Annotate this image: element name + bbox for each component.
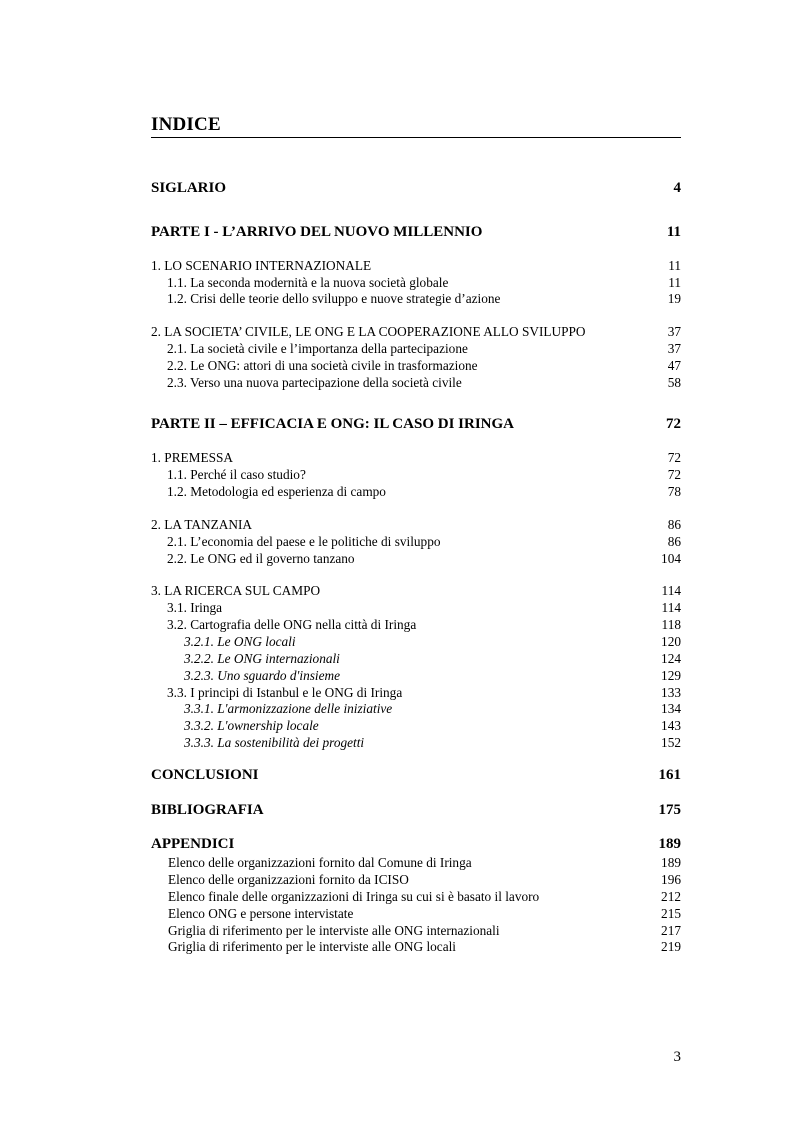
toc-entry-page: 152 xyxy=(661,735,681,750)
toc-entry-label: Elenco finale delle organizzazioni di Iringa su cui si è basato il lavoro xyxy=(168,889,540,904)
toc-entry-chapter[interactable] xyxy=(151,517,681,533)
toc-entry-conclusioni[interactable] xyxy=(151,767,681,784)
toc-entry-label: CONCLUSIONI xyxy=(151,767,259,783)
toc-entry-subsection[interactable] xyxy=(151,718,681,734)
toc-entry-label: 2.3. Verso una nuova partecipazione della società civile xyxy=(167,375,462,390)
toc-entry-page: 129 xyxy=(661,668,681,683)
toc-entry-label: Griglia di riferimento per le interviste alle ONG internazionali xyxy=(168,923,500,938)
toc-entry-label: 2. LA TANZANIA xyxy=(151,517,252,532)
toc-entry-label: 1. LO SCENARIO INTERNAZIONALE xyxy=(151,258,372,273)
toc-entry-section[interactable] xyxy=(151,467,681,483)
toc-entry-siglario[interactable] xyxy=(151,180,681,197)
toc-entry-page: 118 xyxy=(661,617,681,632)
toc-entry-label: BIBLIOGRAFIA xyxy=(151,802,264,818)
toc-entry-label: PARTE I - L’ARRIVO DEL NUOVO MILLENNIO xyxy=(151,224,483,240)
toc-entry-page: 37 xyxy=(667,324,681,339)
toc-entry-page: 114 xyxy=(661,600,681,615)
toc-entry-section[interactable] xyxy=(151,358,681,374)
toc-entry-page: 175 xyxy=(658,802,681,818)
toc-entry-label: 3.2. Cartografia delle ONG nella città di Iringa xyxy=(167,617,417,632)
toc-entry-page: 189 xyxy=(658,836,681,852)
toc-entry-section[interactable] xyxy=(151,685,681,701)
toc-entry-page: 114 xyxy=(661,583,681,598)
toc-entry-section[interactable] xyxy=(151,600,681,616)
toc-entry-page: 217 xyxy=(661,923,681,938)
toc-entry-page: 215 xyxy=(661,906,681,921)
toc-entry-page: 134 xyxy=(661,701,681,716)
toc-entry-page: 4 xyxy=(673,180,681,196)
toc-entry-label: 3.3.2. L'ownership locale xyxy=(184,718,319,733)
toc-entry-label: 3.1. Iringa xyxy=(167,600,223,615)
toc-entry-chapter[interactable] xyxy=(151,450,681,466)
toc-entry-subsection[interactable] xyxy=(151,735,681,751)
toc-entry-page: 143 xyxy=(661,718,681,733)
toc-entry-label: 2.2. Le ONG: attori di una società civile in trasformazione xyxy=(167,358,478,373)
toc-entry-section[interactable] xyxy=(151,275,681,291)
toc-entry-appendix-item[interactable] xyxy=(151,939,681,955)
toc-entry-page: 189 xyxy=(661,855,681,870)
toc-entry-label: Elenco delle organizzazioni fornito da ICISO xyxy=(168,872,409,887)
toc-entry-label: APPENDICI xyxy=(151,836,235,852)
toc-entry-page: 11 xyxy=(668,258,681,273)
page-number: 3 xyxy=(673,1049,681,1065)
toc-entry-appendici[interactable] xyxy=(151,836,681,853)
toc-entry-page: 11 xyxy=(668,275,681,290)
toc-entry-label: 3. LA RICERCA SUL CAMPO xyxy=(151,583,321,598)
toc-entry-page: 219 xyxy=(661,939,681,954)
toc-entry-chapter[interactable] xyxy=(151,583,681,599)
toc-entry-page: 72 xyxy=(667,450,681,465)
toc-entry-section[interactable] xyxy=(151,291,681,307)
toc-entry-label: 1. PREMESSA xyxy=(151,450,234,465)
toc-entry-parte-2[interactable] xyxy=(151,416,681,433)
toc-entry-label: 2. LA SOCIETA’ CIVILE, LE ONG E LA COOPERAZIONE ALLO SVILUPPO xyxy=(151,324,586,339)
toc-entry-bibliografia[interactable] xyxy=(151,802,681,819)
toc-entry-page: 37 xyxy=(667,341,681,356)
toc-entry-page: 72 xyxy=(667,467,681,482)
toc-entry-page: 11 xyxy=(666,224,681,240)
toc-entry-page: 78 xyxy=(667,484,681,499)
toc-entry-label: SIGLARIO xyxy=(151,180,227,196)
toc-entry-section[interactable] xyxy=(151,375,681,391)
toc-entry-page: 86 xyxy=(667,517,681,532)
toc-entry-label: 1.2. Crisi delle teorie dello sviluppo e nuove strategie d’azione xyxy=(167,291,501,306)
toc-entry-page: 161 xyxy=(658,767,681,783)
toc-entry-label: 2.1. L’economia del paese e le politiche di sviluppo xyxy=(167,534,441,549)
toc-entry-subsection[interactable] xyxy=(151,701,681,717)
toc-entry-chapter[interactable] xyxy=(151,258,681,274)
toc-entry-label: 3.3.1. L'armonizzazione delle iniziative xyxy=(184,701,393,716)
toc-entry-section[interactable] xyxy=(151,617,681,633)
toc-entry-label: 2.2. Le ONG ed il governo tanzano xyxy=(167,551,355,566)
toc-entry-label: 1.1. La seconda modernità e la nuova società globale xyxy=(167,275,449,290)
toc-entry-appendix-item[interactable] xyxy=(151,889,681,905)
toc-entry-page: 104 xyxy=(661,551,681,566)
toc-entry-page: 133 xyxy=(661,685,681,700)
toc-entry-appendix-item[interactable] xyxy=(151,855,681,871)
toc-entry-section[interactable] xyxy=(151,484,681,500)
toc-entry-section[interactable] xyxy=(151,341,681,357)
toc-entry-section[interactable] xyxy=(151,534,681,550)
toc-entry-label: Elenco delle organizzazioni fornito dal Comune di Iringa xyxy=(168,855,472,870)
toc-entry-subsection[interactable] xyxy=(151,651,681,667)
toc-entry-page: 58 xyxy=(667,375,681,390)
toc-entry-appendix-item[interactable] xyxy=(151,906,681,922)
toc-entry-label: 3.2.1. Le ONG locali xyxy=(184,634,296,649)
toc-entry-page: 212 xyxy=(661,889,681,904)
toc-entry-label: 1.1. Perché il caso studio? xyxy=(167,467,306,482)
toc-entry-page: 72 xyxy=(666,416,681,432)
toc-entry-appendix-item[interactable] xyxy=(151,872,681,888)
toc-entry-subsection[interactable] xyxy=(151,668,681,684)
toc-entry-label: 3.3.3. La sostenibilità dei progetti xyxy=(184,735,365,750)
toc-entry-label: 3.2.2. Le ONG internazionali xyxy=(184,651,340,666)
toc-entry-label: 2.1. La società civile e l’importanza della partecipazione xyxy=(167,341,468,356)
page-title: INDICE xyxy=(151,114,221,135)
toc-entry-parte-1[interactable] xyxy=(151,224,681,241)
title-divider xyxy=(151,137,681,138)
toc-entry-label: 1.2. Metodologia ed esperienza di campo xyxy=(167,484,386,499)
toc-entry-label: 3.3. I principi di Istanbul e le ONG di Iringa xyxy=(167,685,403,700)
toc-entry-label: 3.2.3. Uno sguardo d'insieme xyxy=(184,668,340,683)
toc-entry-page: 19 xyxy=(667,291,681,306)
toc-entry-appendix-item[interactable] xyxy=(151,923,681,939)
toc-entry-page: 120 xyxy=(661,634,681,649)
toc-entry-section[interactable] xyxy=(151,551,681,567)
toc-entry-page: 47 xyxy=(667,358,681,373)
toc-entry-label: Griglia di riferimento per le interviste alle ONG locali xyxy=(168,939,456,954)
toc-entry-page: 86 xyxy=(667,534,681,549)
toc-entry-page: 124 xyxy=(661,651,681,666)
toc-entry-page: 196 xyxy=(661,872,681,887)
toc-entry-chapter[interactable] xyxy=(151,324,681,340)
toc-entry-subsection[interactable] xyxy=(151,634,681,650)
toc-entry-label: Elenco ONG e persone intervistate xyxy=(168,906,354,921)
toc-entry-label: PARTE II – EFFICACIA E ONG: IL CASO DI IRINGA xyxy=(151,416,514,432)
